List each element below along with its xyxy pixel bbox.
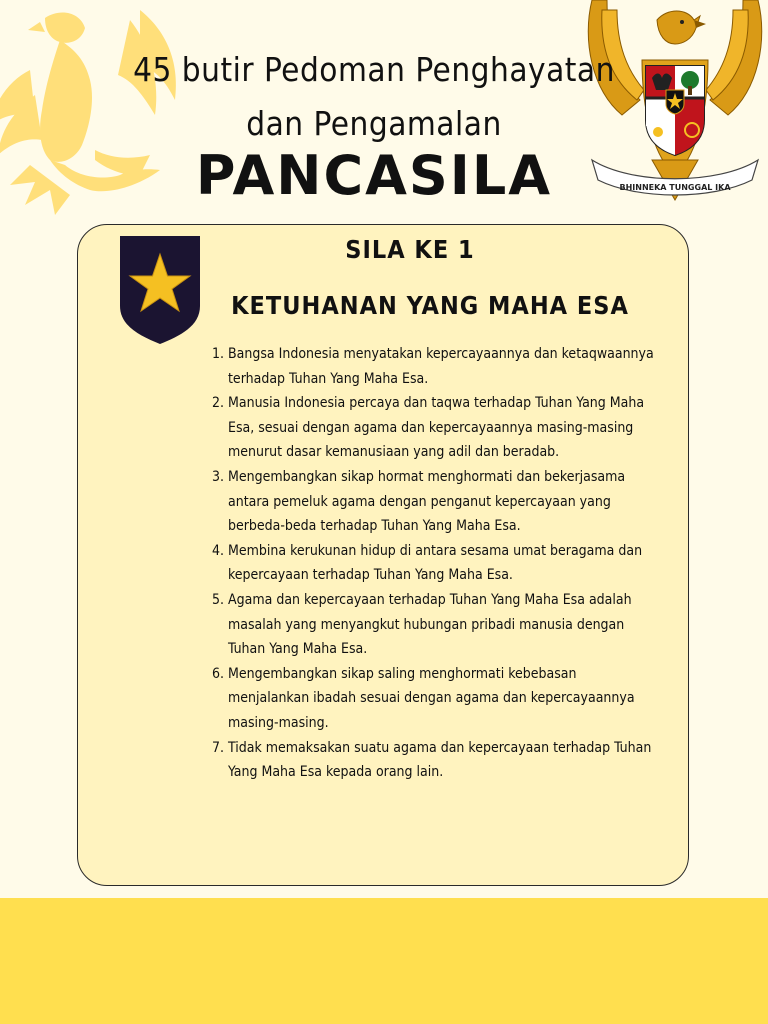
list-item-number: 3. (212, 468, 225, 485)
list-item-number: 5. (212, 591, 225, 608)
list-item-number: 7. (212, 739, 225, 756)
list-item (212, 342, 656, 391)
list-item-text: Mengembangkan sikap hormat menghormati dan bekerjasama antara pemeluk agama dengan penganut kepercayaan yang berbeda-beda terhadap Tuhan Yang Maha Esa. (228, 468, 626, 535)
star-shield-icon (120, 236, 200, 344)
list-item-number: 2. (212, 395, 225, 412)
list-item-text: Membina kerukunan hidup di antara sesama umat beragama dan kepercayaan terhadap Tuhan Yang Maha Esa. (228, 542, 643, 584)
sila-name: KETUHANAN YANG MAHA ESA (231, 291, 629, 320)
sila-points-list (212, 342, 656, 785)
list-item (212, 465, 656, 539)
list-item-text: Manusia Indonesia percaya dan taqwa terhadap Tuhan Yang Maha Esa, sesuai dengan agama dan kepercayaannya masing-masing menurut dasar kemanusiaan yang adil dan beradab. (228, 395, 645, 461)
list-item-number: 4. (212, 542, 225, 559)
page-title-line1: 45 butir Pedoman Penghayatan (133, 50, 615, 89)
page-title-main: PANCASILA (195, 144, 553, 207)
list-item-text: Agama dan kepercayaan terhadap Tuhan Yang Maha Esa adalah masalah yang menyangkut hubungan pribadi manusia dengan Tuhan Yang Maha Esa. (228, 591, 632, 658)
page-title-line2: dan Pengamalan (246, 104, 502, 143)
list-item-text: Mengembangkan sikap saling menghormati kebebasan menjalankan ibadah sesuai dengan agama dan kepercayaannya masing-masing. (228, 665, 635, 731)
bottom-band (0, 898, 768, 1024)
list-item (212, 391, 656, 465)
list-item (212, 662, 656, 736)
list-item-text: Bangsa Indonesia menyatakan kepercayaannya dan ketaqwaannya terhadap Tuhan Yang Maha Esa. (228, 346, 654, 387)
emblem-motto: BHINNEKA TUNGGAL IKA (619, 183, 731, 192)
list-item (212, 736, 656, 785)
list-item-text: Tidak memaksakan suatu agama dan kepercayaan terhadap Tuhan Yang Maha Esa kepada orang lain. (228, 739, 652, 781)
sila-number: SILA KE 1 (345, 235, 475, 264)
list-item-number: 6. (212, 665, 225, 682)
list-item (212, 588, 656, 662)
list-item (212, 539, 656, 588)
list-item-number: 1. (212, 346, 225, 362)
